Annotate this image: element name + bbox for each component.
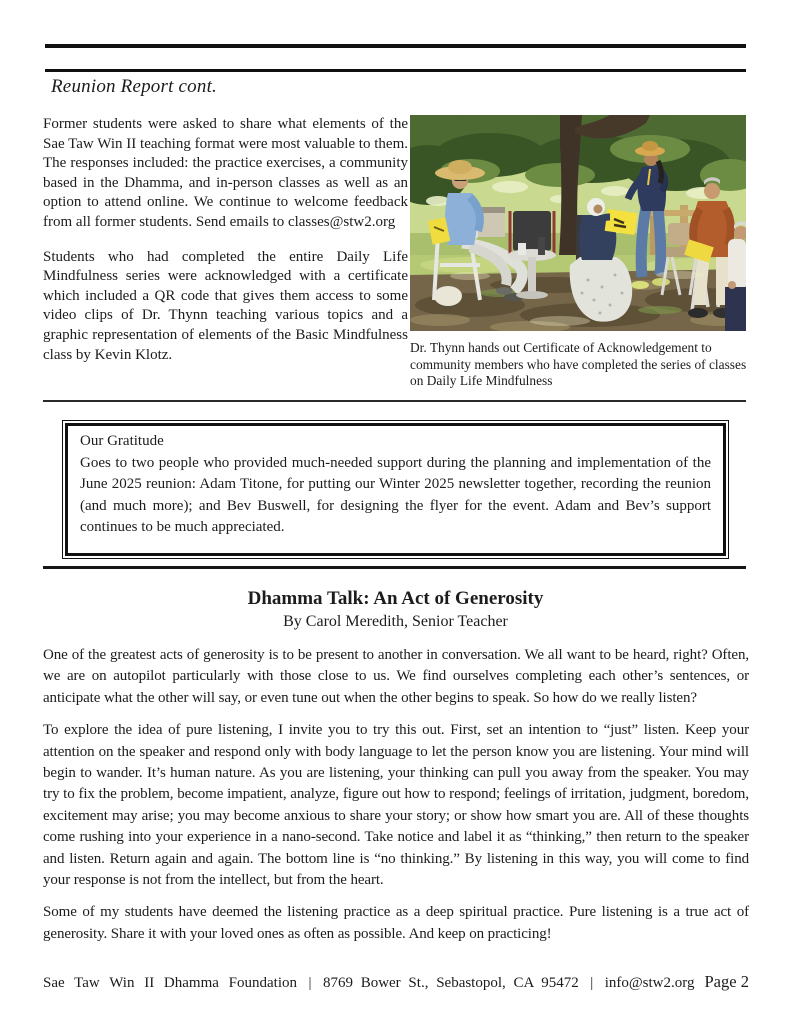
top-rule-1 bbox=[45, 44, 746, 48]
top-rule-2 bbox=[45, 69, 746, 72]
photo-caption: Dr. Thynn hands out Certificate of Acknowledgement to community members who have completed the series of classes on Daily Life Mindfulness bbox=[410, 340, 747, 389]
footer-separator-2: | bbox=[590, 975, 594, 991]
gratitude-box-inner bbox=[65, 423, 726, 556]
page-footer bbox=[43, 972, 749, 992]
footer-organization: Sae Taw Win II Dhamma Foundation bbox=[43, 975, 298, 991]
footer-address: 8769 Bower St., Sebastopol, CA 95472 bbox=[322, 975, 579, 991]
gratitude-box bbox=[62, 420, 729, 559]
footer-separator-1: | bbox=[308, 975, 312, 991]
reunion-paragraph-2: Students who had completed the entire Daily Life Mindfulness series were acknowledged with a certificate which included a QR code that gives them access to some video clips of Dr. Thynn teaching various topics and a graphic representation of elements of the Basic Mindfulness class by Kevin Klotz. bbox=[43, 248, 408, 363]
footer-page-number: Page 2 bbox=[704, 972, 749, 991]
dhamma-talk-title: Dhamma Talk: An Act of Generosity bbox=[247, 588, 544, 609]
dhamma-talk-byline: By Carol Meredith, Senior Teacher bbox=[283, 613, 508, 630]
reunion-photo-illustration bbox=[410, 115, 746, 331]
gratitude-body: Goes to two people who provided much-needed support during the planning and implementation of the June 2025 reunion: Adam Titone, for putting our Winter 2025 newsletter together, recording the reunion (and much more); and Bev Buswell, for designing the flyer for the event. Adam and Bev’s support continues to be much appreciated. bbox=[80, 454, 711, 535]
dhamma-talk-paragraph-3: Some of my students have deemed the listening practice as a deep spiritual practice. Pure listening is a true act of generosity. Share it with your loved ones as often as possible. And keep on practicing! bbox=[43, 904, 749, 942]
reunion-paragraph-1: Former students were asked to share what elements of the Sae Taw Win II teaching format were most valuable to them. The responses included: the practice exercises, a community based in the Dhamma, and in-person classes as well as an option to attend online. We continue to welcome feedback from all former students. Send emails to classes@stw2.org bbox=[43, 116, 408, 230]
dhamma-talk-paragraph-2: To explore the idea of pure listening, I invite you to try this out. First, set an intention to “just” listen. Keep your attention on the speaker and respond only with body language to let the person know you are listening. Your mind will begin to wander. It’s human nature. As you are listening, your thinking can pull you away from the speaker. You may try to fix the problem, become impatient, analyze, figure out how to respond; feelings of irritation, judgment, boredom, excitement may arise; you may become anxious to share your story; or show how smart you are. All of these thoughts come rushing into your experience in a nano-second. Take notice and label it as “thinking,” then return to the speaker and listen. Return again and again. The bottom line is “no thinking.” By listening in this way, you will come to find your response is not from the intellect, but from the heart. bbox=[43, 722, 749, 889]
dhamma-talk-paragraph-1: One of the greatest acts of generosity is to be present to another in conversation. We all want to be heard, right? Often, we are on autopilot particularly with those close to us. We find ourselves completing each other’s sentences, or anticipate what the other will say, or even tune out when the other begins to speak. So how do we really listen? bbox=[43, 647, 749, 706]
section-title: Reunion Report cont. bbox=[51, 76, 217, 97]
reunion-report-column bbox=[43, 115, 408, 365]
footer-right-group bbox=[605, 972, 749, 992]
gratitude-title: Our Gratitude bbox=[80, 433, 164, 449]
mid-rule-1 bbox=[43, 400, 746, 402]
mid-rule-2 bbox=[43, 566, 746, 569]
footer-email: info@stw2.org bbox=[604, 975, 695, 991]
reunion-photo bbox=[410, 115, 746, 331]
dhamma-talk-body bbox=[43, 645, 749, 956]
